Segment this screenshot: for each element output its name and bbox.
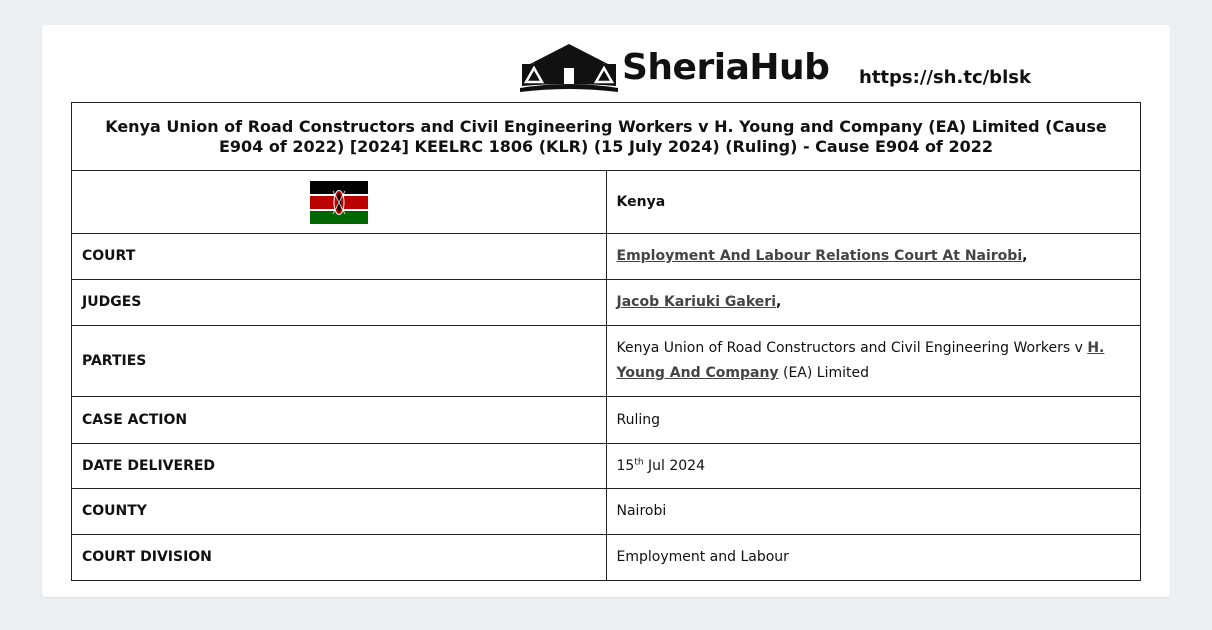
parties-value [606,326,1141,397]
judges-suffix: , [776,294,782,310]
parties-label: PARTIES [72,326,607,397]
sheriahub-logo[interactable] [520,42,829,94]
judges-value [606,280,1141,326]
court-division-value: Employment and Labour [606,535,1141,581]
parties-row [72,326,1141,397]
document-card [42,25,1170,597]
party-link[interactable]: H. Young And Company [616,340,1105,381]
court-row [72,234,1141,280]
case-action-label: CASE ACTION [72,397,607,444]
county-label: COUNTY [72,489,607,535]
flag-cell [72,171,607,234]
court-link[interactable]: Employment And Labour Relations Court At Nairobi [616,248,1023,264]
title-row [72,103,1141,171]
court-division-row [72,535,1141,581]
country-row [72,171,1141,234]
court-division-label: COURT DIVISION [72,535,607,581]
date-ordinal: th [634,456,644,467]
judge-link[interactable]: Jacob Kariuki Gakeri [616,294,776,310]
court-value [606,234,1141,280]
short-url-link[interactable]: https://sh.tc/blsk [859,67,1031,88]
date-delivered-label: DATE DELIVERED [72,444,607,489]
kenya-flag-icon [310,181,368,224]
parties-text-after: (EA) Limited [778,365,869,381]
case-action-value: Ruling [606,397,1141,444]
court-label: COURT [72,234,607,280]
county-row [72,489,1141,535]
judges-row [72,280,1141,326]
date-delivered-row [72,444,1141,489]
case-action-row [72,397,1141,444]
header [42,25,1170,102]
court-suffix: , [1022,248,1028,264]
case-title: Kenya Union of Road Constructors and Civil Engineering Workers v H. Young and Company (EA) Limited (Cause E904 of 2022) [2024] KEELRC 1806 (KLR) (15 July 2024) (Ruling) - Cause E904 of 2022 [72,103,1141,171]
parties-text-before: Kenya Union of Road Constructors and Civil Engineering Workers v [616,340,1088,356]
date-day: 15 [616,457,635,474]
country-name: Kenya [606,171,1141,234]
judges-label: JUDGES [72,280,607,326]
date-rest: Jul 2024 [643,457,705,474]
county-value: Nairobi [606,489,1141,535]
date-delivered-value [606,444,1141,489]
scales-of-justice-icon [520,42,618,94]
case-details-table [71,102,1141,581]
brand-name: SheriaHub [622,47,830,88]
